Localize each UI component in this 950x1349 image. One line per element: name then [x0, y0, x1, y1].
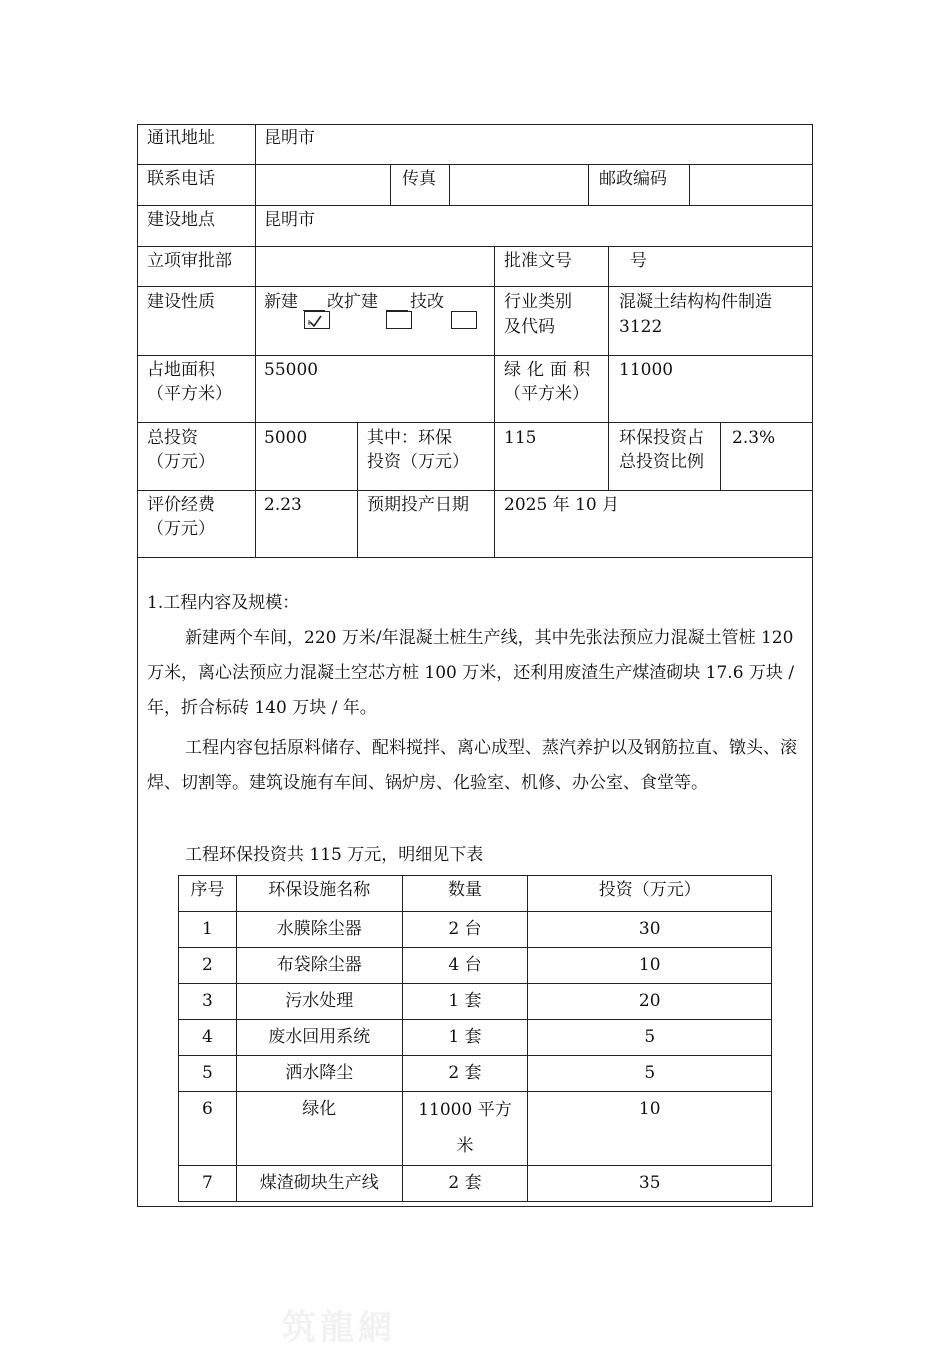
row-investment: 20 — [528, 984, 772, 1020]
row-divider — [137, 557, 813, 558]
row-no: 3 — [179, 984, 237, 1020]
postcode-label: 邮政编码 — [599, 169, 667, 189]
table-header-row — [179, 876, 772, 912]
row-divider — [137, 422, 813, 423]
row-quantity: 2 套 — [402, 1166, 528, 1202]
address-label: 通讯地址 — [147, 128, 215, 148]
header-investment: 投资（万元） — [528, 876, 772, 912]
paragraph-scope-text: 工程内容包括原料储存、配料搅拌、离心成型、蒸汽养护以及钢筋拉直、镦头、滚焊、切割等。建筑设施有车间、锅炉房、化验室、机修、办公室、食堂等。 — [147, 738, 797, 793]
row-facility: 污水处理 — [236, 984, 402, 1020]
col-divider — [449, 164, 450, 205]
address-value[interactable]: 昆明市 — [264, 128, 315, 148]
col-divider — [689, 164, 690, 205]
row-quantity: 1 套 — [402, 1020, 528, 1056]
approval-no-label: 批准文号 — [504, 251, 572, 271]
fee-unit: （万元） — [147, 519, 215, 539]
row-facility: 洒水降尘 — [236, 1056, 402, 1092]
row-quantity-text: 11000 平方米 — [418, 1100, 512, 1156]
ratio-value[interactable]: 2.3% — [732, 428, 776, 448]
header-facility: 环保设施名称 — [236, 876, 402, 912]
date-label: 预期投产日期 — [367, 495, 469, 515]
nature-option-new: 新建 — [264, 292, 298, 312]
row-investment: 10 — [528, 948, 772, 984]
col-divider — [390, 164, 391, 205]
table-row — [179, 1166, 772, 1202]
checkbox-renovation[interactable] — [451, 311, 477, 329]
row-investment: 5 — [528, 1020, 772, 1056]
nature-option-renovation: 技改 — [410, 292, 444, 312]
investment-table — [178, 875, 772, 1202]
green-value[interactable]: 11000 — [619, 360, 674, 380]
header-quantity: 数量 — [402, 876, 528, 912]
row-no: 4 — [179, 1020, 237, 1056]
invest-label: 总投资 — [147, 428, 198, 448]
checkbox-expansion[interactable] — [386, 311, 412, 329]
row-facility: 绿化 — [236, 1092, 402, 1166]
row-quantity: 1 套 — [402, 984, 528, 1020]
site-value[interactable]: 昆明市 — [264, 210, 315, 230]
invest-value[interactable]: 5000 — [264, 428, 308, 448]
table-row — [179, 1056, 772, 1092]
green-unit: （平方米） — [504, 384, 589, 404]
area-label: 占地面积 — [147, 360, 215, 380]
paragraph-investment — [147, 838, 807, 873]
paragraph-scale — [147, 621, 807, 726]
site-label: 建设地点 — [147, 210, 215, 230]
check-icon — [307, 313, 327, 327]
col-divider — [608, 246, 609, 423]
fax-label: 传真 — [402, 169, 436, 189]
fee-label: 评价经费 — [147, 495, 215, 515]
checkbox-new[interactable] — [304, 311, 330, 329]
fee-value[interactable]: 2.23 — [264, 495, 302, 515]
industry-value[interactable]: 混凝土结构构件制造 — [619, 292, 772, 312]
row-divider — [137, 355, 813, 356]
col-divider — [494, 246, 495, 423]
industry-label-line2: 及代码 — [504, 317, 555, 337]
row-facility: 布袋除尘器 — [236, 948, 402, 984]
row-no: 2 — [179, 948, 237, 984]
row-divider — [137, 286, 813, 287]
invest-unit: （万元） — [147, 452, 215, 472]
row-quantity: 4 台 — [402, 948, 528, 984]
row-investment: 10 — [528, 1092, 772, 1166]
row-quantity — [402, 1092, 528, 1166]
approval-dept-label: 立项审批部 — [147, 251, 232, 271]
table-row — [179, 1020, 772, 1056]
table-row — [179, 1092, 772, 1166]
nature-option-expansion: 改扩建 — [327, 292, 378, 312]
row-divider — [137, 490, 813, 491]
table-row — [179, 984, 772, 1020]
row-divider — [137, 164, 813, 165]
row-facility: 水膜除尘器 — [236, 912, 402, 948]
ratio-label: 环保投资占 — [619, 428, 704, 448]
table-row — [179, 948, 772, 984]
watermark: 筑龍網 — [282, 1308, 396, 1348]
col-divider — [608, 422, 609, 490]
row-quantity: 2 台 — [402, 912, 528, 948]
nature-label: 建设性质 — [147, 292, 215, 312]
row-no: 6 — [179, 1092, 237, 1166]
row-investment: 30 — [528, 912, 772, 948]
col-divider — [494, 422, 495, 557]
industry-code[interactable]: 3122 — [619, 317, 663, 337]
row-investment: 35 — [528, 1166, 772, 1202]
env-invest-label: 其中：环保 — [367, 428, 452, 448]
approval-no-value[interactable]: 号 — [630, 251, 647, 271]
col-divider — [720, 422, 721, 490]
row-divider — [137, 246, 813, 247]
row-investment: 5 — [528, 1056, 772, 1092]
area-unit: （平方米） — [147, 384, 232, 404]
col-divider — [255, 124, 256, 557]
industry-label: 行业类别 — [504, 292, 572, 312]
env-invest-unit: 投资（万元） — [367, 452, 469, 472]
date-value[interactable]: 2025 年 10 月 — [504, 495, 620, 515]
ratio-label-line2: 总投资比例 — [619, 452, 704, 472]
row-facility: 煤渣砌块生产线 — [236, 1166, 402, 1202]
row-no: 1 — [179, 912, 237, 948]
row-facility: 废水回用系统 — [236, 1020, 402, 1056]
paragraph-scale-text: 新建两个车间，220 万米/年混凝土桩生产线，其中先张法预应力混凝土管桩 120 万米，离心法预应力混凝土空芯方桩 100 万米，还利用废渣生产煤渣砌块 17.6 万块 / 年，折合标砖 140 万块 / 年。 — [147, 628, 795, 718]
header-no: 序号 — [179, 876, 237, 912]
paragraph-scope — [147, 731, 807, 801]
row-quantity: 2 套 — [402, 1056, 528, 1092]
row-no: 7 — [179, 1166, 237, 1202]
green-label: 绿化面积 — [504, 360, 596, 380]
section-heading: 1.工程内容及规模： — [147, 593, 300, 613]
area-value[interactable]: 55000 — [264, 360, 319, 380]
row-divider — [137, 205, 813, 206]
col-divider — [357, 422, 358, 557]
row-no: 5 — [179, 1056, 237, 1092]
phone-label: 联系电话 — [147, 169, 215, 189]
table-row — [179, 912, 772, 948]
paragraph-investment-text: 工程环保投资共 115 万元，明细见下表 — [185, 845, 484, 865]
env-invest-value[interactable]: 115 — [504, 428, 537, 448]
col-divider — [588, 164, 589, 205]
